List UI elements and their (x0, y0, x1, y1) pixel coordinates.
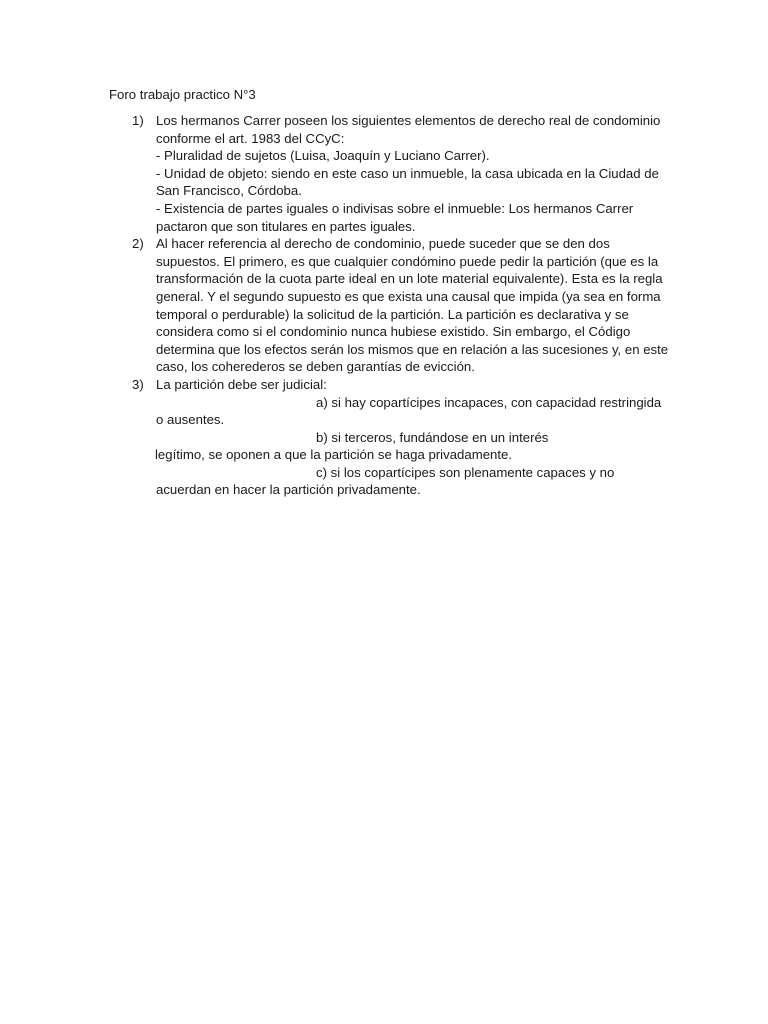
subitem-a-continuation: o ausentes. (156, 412, 225, 428)
paragraph-line: Al hacer referencia al derecho de condominio, puede suceder que se den dos (156, 236, 610, 252)
subitem-b: b) si terceros, fundándose en un interés (316, 429, 549, 445)
subitem-c-continuation: acuerdan en hacer la partición privadamente. (156, 482, 421, 498)
paragraph-line: La partición debe ser judicial: (156, 376, 327, 392)
list-item-2 (109, 235, 669, 376)
paragraph-line: conforme el art. 1983 del CCyC: (156, 130, 345, 146)
paragraph-line: pactaron que son titulares en partes iguales. (156, 218, 416, 234)
list-item-number: 1) (132, 113, 144, 128)
subitem-b-continuation: legítimo, se oponen a que la partición se haga privadamente. (155, 447, 513, 463)
subitem-a: a) si hay copartícipes incapaces, con capacidad restringida (316, 394, 662, 410)
paragraph-line: transformación de la cuota parte ideal en un lote material equivalente). Esta es la regla (156, 271, 663, 287)
paragraph-line: considera como si el condominio nunca hubiese existido. Sin embargo, el Código (156, 324, 631, 340)
subitem-c: c) si los copartícipes son plenamente capaces y no (316, 464, 615, 480)
numbered-list (109, 112, 669, 499)
paragraph-line: determina que los efectos serán los mismos que en relación a las sucesiones y, en este (156, 341, 669, 357)
paragraph-line: - Unidad de objeto: siendo en este caso un inmueble, la casa ubicada en la Ciudad de (156, 165, 659, 181)
list-item-3 (109, 376, 669, 499)
document-title: Foro trabajo practico N°3 (109, 87, 256, 102)
paragraph-line: Los hermanos Carrer poseen los siguientes elementos de derecho real de condominio (156, 113, 661, 128)
list-item-number: 3) (132, 376, 144, 392)
paragraph-line: supuestos. El primero, es que cualquier condómino puede pedir la partición (que es la (156, 253, 659, 269)
paragraph-line: - Existencia de partes iguales o indivisas sobre el inmueble: Los hermanos Carrer (156, 200, 634, 216)
paragraph-line: general. Y el segundo supuesto es que exista una causal que impida (ya sea en forma (156, 288, 661, 304)
paragraph-line: - Pluralidad de sujetos (Luisa, Joaquín y Luciano Carrer). (156, 148, 490, 164)
list-item-1 (109, 112, 669, 235)
paragraph-line: temporal o perdurable) la solicitud de la partición. La partición es declarativa y se (156, 306, 629, 322)
paragraph-line: caso, los coherederos se deben garantías de evicción. (156, 359, 475, 375)
list-item-number: 2) (132, 236, 144, 252)
paragraph-line: San Francisco, Córdoba. (156, 183, 302, 199)
